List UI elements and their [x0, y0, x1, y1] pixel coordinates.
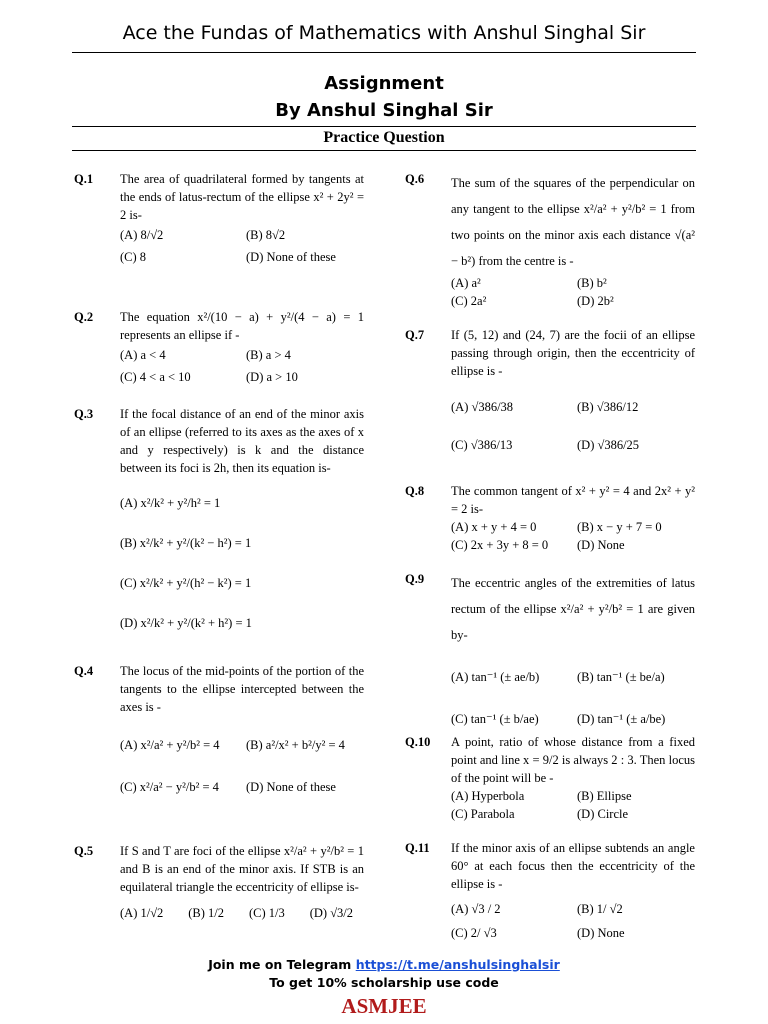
- option-d: (D) None of these: [246, 250, 336, 264]
- question-text: The equation x²/(10 − a) + y²/(4 − a) = 1 represents an ellipse if -: [120, 310, 364, 342]
- page-header: Ace the Fundas of Mathematics with Anshul Singhal Sir: [72, 22, 696, 53]
- question-number: Q.11: [405, 841, 430, 855]
- option-c: (C) x²/k² + y²/(h² − k²) = 1: [120, 576, 252, 590]
- option-a: (A) Hyperbola: [451, 789, 525, 803]
- option-b: (B) 1/2: [188, 906, 225, 920]
- question-text: If the focal distance of an end of the minor axis of an ellipse (referred to its axes as the axes of x and y respectively) is k and the distance between its foci is 2h, then its equation is-: [120, 407, 364, 475]
- question-text: If (5, 12) and (24, 7) are the focii of an ellipse passing through origin, then the eccentricity of ellipse is -: [451, 328, 695, 378]
- question-text: If S and T are foci of the ellipse x²/a² + y²/b² = 1 and B is an end of the minor axis. If STB is an equilateral triangle the eccentricity of ellipse is-: [120, 844, 364, 894]
- question-text: The common tangent of x² + y² = 4 and 2x² + y² = 2 is-: [451, 484, 695, 516]
- option-a: (A) √3 / 2: [451, 902, 501, 916]
- option-c: (C) 2x + 3y + 8 = 0: [451, 538, 549, 552]
- question-number: Q.8: [405, 484, 425, 498]
- scholarship-line: To get 10% scholarship use code: [269, 975, 499, 990]
- option-d: (D) None: [577, 538, 625, 552]
- question-number: Q.7: [405, 328, 425, 342]
- option-d: (D) x²/k² + y²/(k² + h²) = 1: [120, 616, 252, 630]
- option-d: (D) 2b²: [577, 294, 614, 308]
- question-number: Q.10: [405, 735, 431, 749]
- option-c: (C) 4 < a < 10: [120, 370, 191, 384]
- option-a: (A) x²/k² + y²/h² = 1: [120, 496, 221, 510]
- option-b: (B) b²: [577, 276, 607, 290]
- question-number: Q.6: [405, 172, 425, 186]
- option-a: (A) x + y + 4 = 0: [451, 520, 537, 534]
- author-title: By Anshul Singhal Sir: [275, 100, 493, 121]
- option-d: (D) Circle: [577, 807, 629, 821]
- option-b: (B) 8√2: [246, 228, 286, 242]
- option-b: (B) a > 4: [246, 348, 291, 362]
- question-number: Q.5: [74, 844, 94, 858]
- question-text: A point, ratio of whose distance from a fixed point and line x = 9/2 is always 2 : 3. Then locus of the point will be -: [451, 735, 695, 785]
- option-b: (B) Ellipse: [577, 789, 632, 803]
- option-b: (B) tan⁻¹ (± be/a): [577, 670, 665, 684]
- option-a: (A) x²/a² + y²/b² = 4: [120, 738, 220, 752]
- option-c: (C) tan⁻¹ (± b/ae): [451, 712, 539, 726]
- telegram-prefix: Join me on Telegram: [208, 957, 356, 972]
- question-number: Q.3: [74, 407, 94, 421]
- option-b: (B) 1/ √2: [577, 902, 623, 916]
- option-d: (D) √3/2: [309, 906, 354, 920]
- question-number: Q.4: [74, 664, 94, 678]
- option-c: (C) x²/a² − y²/b² = 4: [120, 780, 219, 794]
- option-d: (D) tan⁻¹ (± a/be): [577, 712, 666, 726]
- option-d: (D) None: [577, 926, 625, 940]
- option-a: (A) 1/√2: [120, 906, 164, 920]
- option-b: (B) a²/x² + b²/y² = 4: [246, 738, 345, 752]
- option-c: (C) 2a²: [451, 294, 487, 308]
- option-b: (B) x − y + 7 = 0: [577, 520, 662, 534]
- question-number: Q.9: [405, 572, 425, 586]
- telegram-line: [0, 957, 768, 972]
- question-number: Q.2: [74, 310, 94, 324]
- option-d: (D) a > 10: [246, 370, 298, 384]
- assignment-title: Assignment: [324, 73, 444, 94]
- question-text: If the minor axis of an ellipse subtends an angle 60° at each focus then the eccentricity of the ellipse is -: [451, 841, 695, 891]
- scholarship-code: ASMJEE: [341, 994, 427, 1018]
- question-text: The eccentric angles of the extremities of latus rectum of the ellipse x²/a² + y²/b² = 1 are given by-: [451, 576, 695, 642]
- option-a: (A) a²: [451, 276, 481, 290]
- section-title: Practice Question: [72, 126, 696, 151]
- option-c: (C) 1/3: [248, 906, 285, 920]
- option-b: (B) √386/12: [577, 400, 639, 414]
- option-c: (C) 2/ √3: [451, 926, 497, 940]
- question-text: The area of quadrilateral formed by tangents at the ends of latus-rectum of the ellipse x² + 2y² = 2 is-: [120, 172, 364, 222]
- question-text: The sum of the squares of the perpendicular on any tangent to the ellipse x²/a² + y²/b² = 1 from two points on the minor axis each distance √(a² − b²) from the centre is -: [451, 176, 695, 268]
- option-c: (C) Parabola: [451, 807, 515, 821]
- option-a: (A) 8/√2: [120, 228, 164, 242]
- question-text: The locus of the mid-points of the portion of the tangents to the ellipse intercepted between the axes is -: [120, 664, 364, 714]
- option-c: (C) √386/13: [451, 438, 513, 452]
- telegram-link[interactable]: https://t.me/anshulsinghalsir: [355, 957, 560, 972]
- question-number: Q.1: [74, 172, 94, 186]
- option-c: (C) 8: [120, 250, 147, 264]
- option-a: (A) √386/38: [451, 400, 514, 414]
- option-b: (B) x²/k² + y²/(k² − h²) = 1: [120, 536, 252, 550]
- option-d: (D) None of these: [246, 780, 336, 794]
- option-d: (D) √386/25: [577, 438, 640, 452]
- option-a: (A) a < 4: [120, 348, 166, 362]
- option-a: (A) tan⁻¹ (± ae/b): [451, 670, 540, 684]
